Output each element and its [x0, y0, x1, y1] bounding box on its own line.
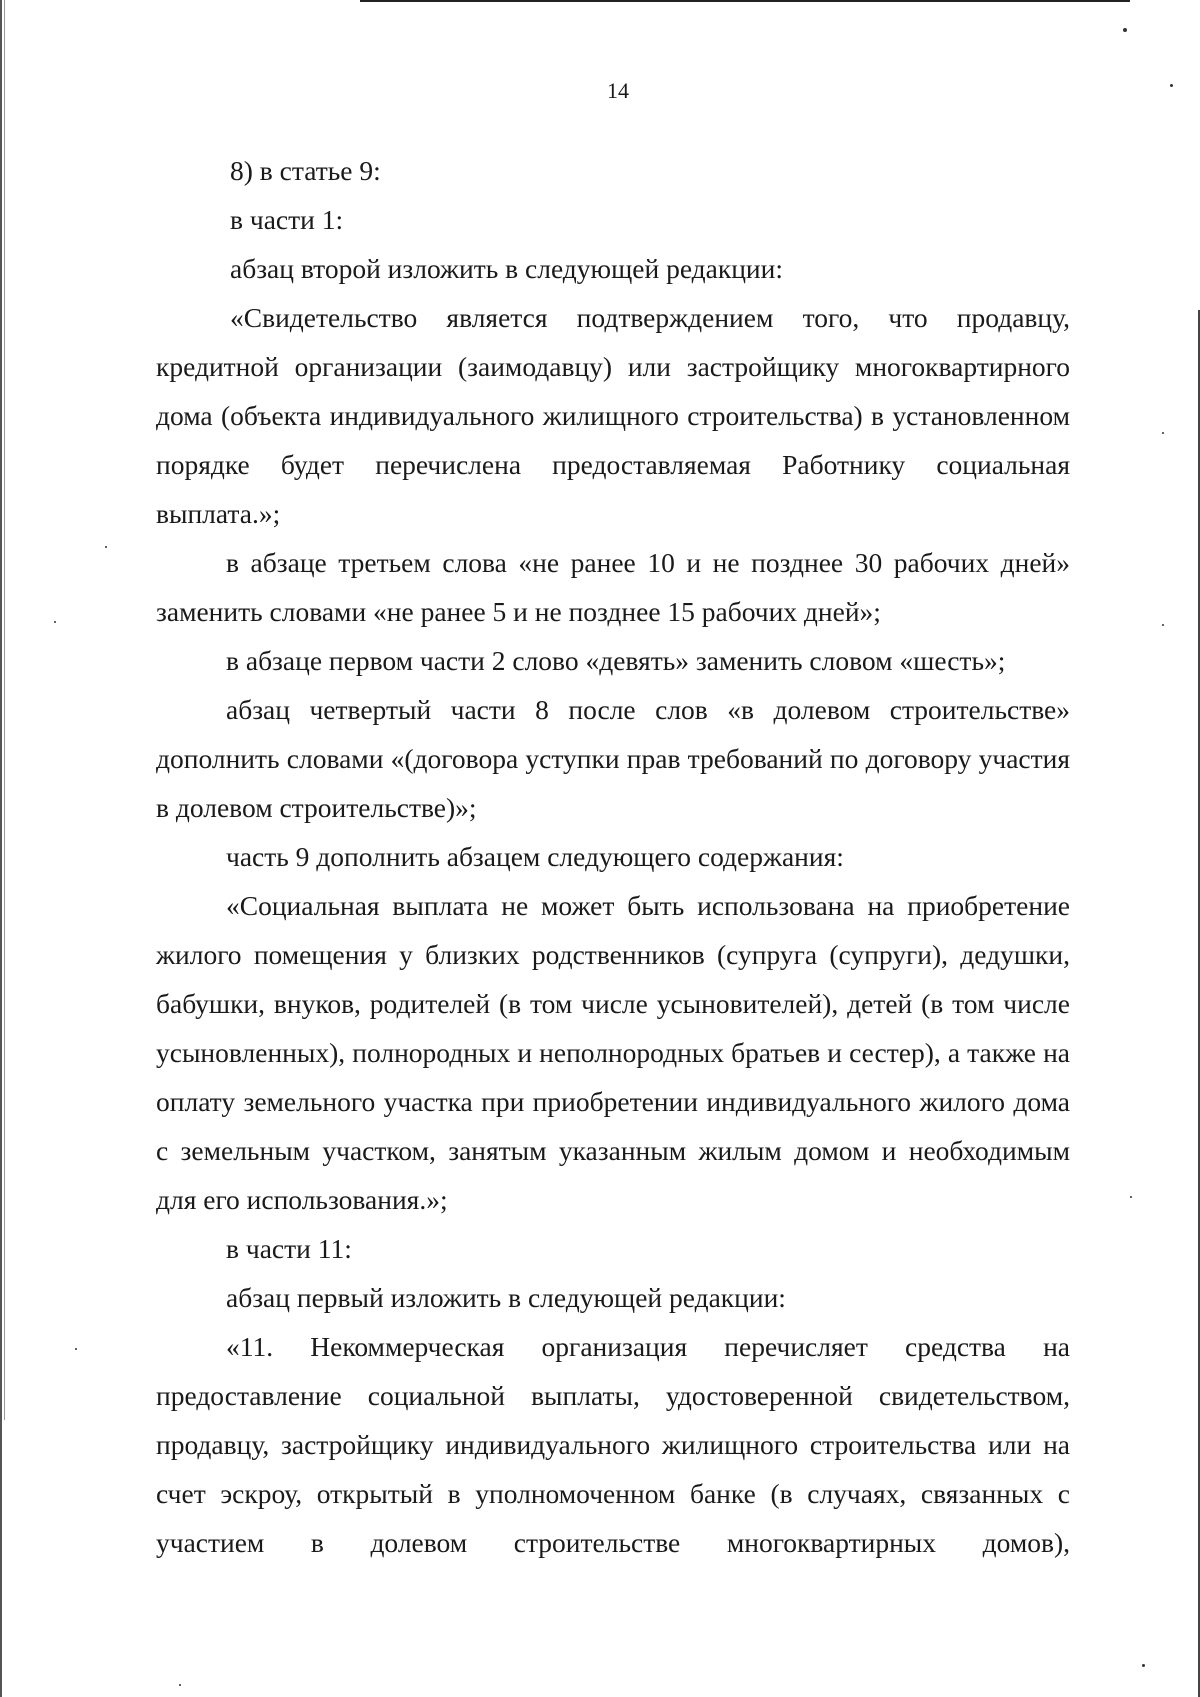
scan-edge-left-inner — [4, 0, 5, 1420]
scan-speck — [1130, 1196, 1132, 1198]
paragraph: абзац первый изложить в следующей редакции: — [226, 1282, 786, 1313]
scan-speck — [1162, 624, 1164, 626]
paragraph: в части 1: — [230, 204, 344, 235]
paragraph: абзац второй изложить в следующей редакции: — [230, 253, 784, 284]
paragraph: «Социальная выплата не может быть использована на приобретение жилого помещения у близких родственников (супруга (супруги), дедушки, бабушки, внуков, родителей (в том числе усыновителей), детей (в том числе усыновленных), полнородных и неполнородных братьев и сестер), а также на оплату земельного участка при приобретении индивидуального жилого дома с земельным участком, занятым указанным жилым домом и необходимым для его использования.»; — [156, 890, 1070, 1215]
document-body — [156, 146, 1070, 1567]
paragraph: в абзаце первом части 2 слово «девять» заменить словом «шесть»; — [226, 645, 1006, 676]
scan-speck — [1123, 28, 1127, 32]
scan-speck — [105, 546, 107, 548]
paragraph: «11. Некоммерческая организация перечисляет средства на предоставление социальной выплаты, удостоверенной свидетельством, продавцу, застройщику индивидуального жилищного строительства или на счет эскроу, открытый в уполномоченном банке (в случаях, связанных с участием в долевом строительстве многоквартирных домов), — [156, 1331, 1070, 1558]
scan-edge-top — [360, 0, 1130, 2]
scan-edge-left — [0, 0, 2, 1697]
scan-speck — [54, 621, 56, 623]
scan-speck — [1142, 1664, 1145, 1667]
scan-speck — [75, 1348, 77, 1350]
paragraph: 8) в статье 9: — [230, 155, 381, 186]
paragraph: «Свидетельство является подтверждением того, что продавцу, кредитной организации (заимодавцу) или застройщику многоквартирного дома (объекта индивидуального жилищного строительства) в установленном порядке будет перечислена предоставляемая Работнику социальная выплата.»; — [156, 302, 1070, 529]
paragraph: в части 11: — [226, 1233, 352, 1264]
paragraph: абзац четвертый части 8 после слов «в долевом строительстве» дополнить словами «(договора уступки прав требований по договору участия в долевом строительстве)»; — [156, 694, 1070, 823]
paragraph: в абзаце третьем слова «не ранее 10 и не позднее 30 рабочих дней» заменить словами «не ранее 5 и не позднее 15 рабочих дней»; — [156, 547, 1070, 627]
scan-speck — [1162, 432, 1164, 434]
paragraph: часть 9 дополнить абзацем следующего содержания: — [226, 841, 844, 872]
page-number: 14 — [607, 78, 629, 103]
scan-speck — [179, 1684, 181, 1686]
